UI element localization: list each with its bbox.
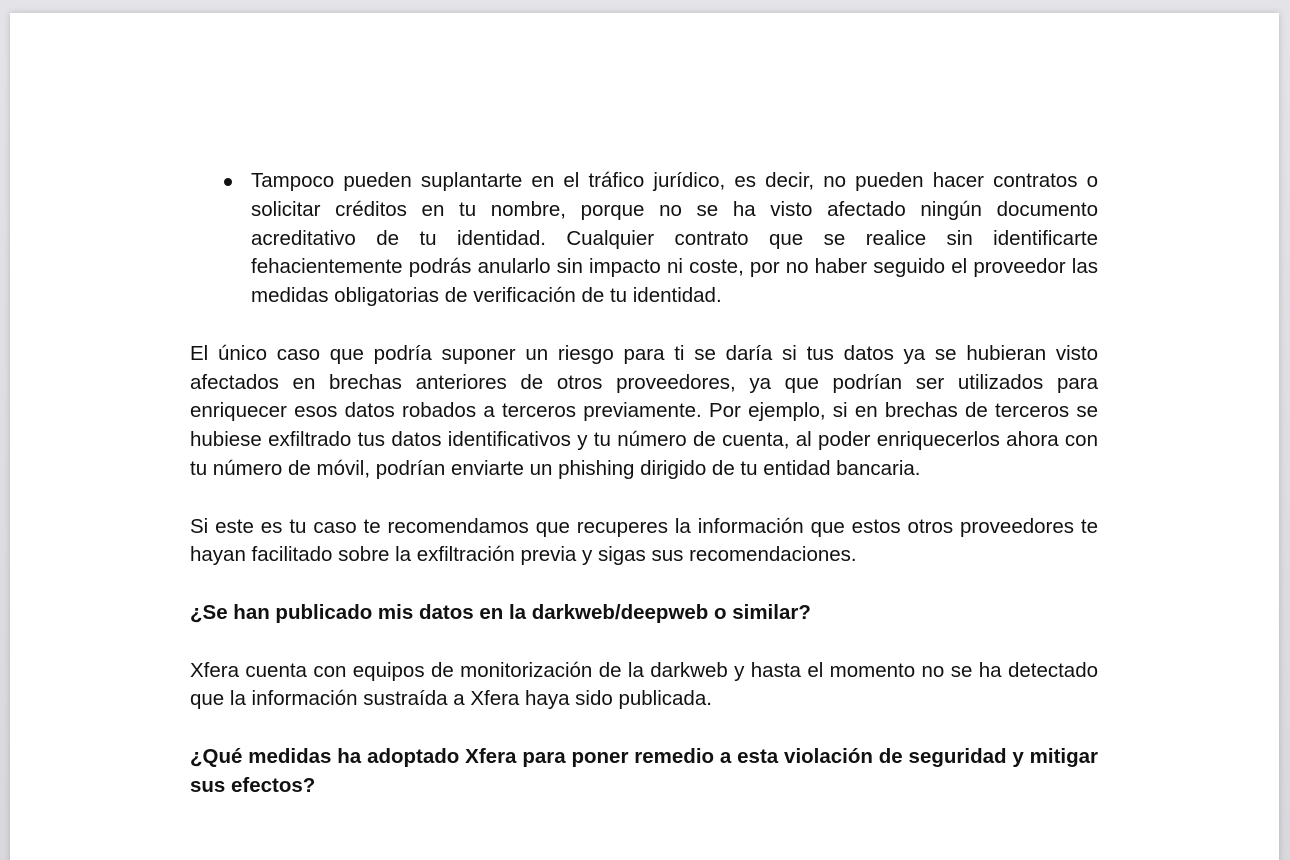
bullet-text: Tampoco pueden suplantarte en el tráfico jurídico, es decir, no pueden hacer contratos o solicitar créditos en tu nombre, porque no se ha visto afectado ningún documento acreditativo de tu identidad. Cualquier contrato que se realice sin identificarte fehacientemente podrás anularlo sin impacto ni coste, por no haber seguido el proveedor las medidas obligatorias de verificación de tu identidad. bbox=[251, 169, 1098, 308]
paragraph-monitoring: Xfera cuenta con equipos de monitorización de la darkweb y hasta el momento no se ha detectado que la información sustraída a Xfera haya sido publicada. bbox=[190, 658, 1098, 711]
heading-darkweb: ¿Se han publicado mis datos en la darkweb/deepweb o similar? bbox=[190, 600, 811, 624]
document-page bbox=[10, 13, 1279, 860]
page-content bbox=[190, 167, 1098, 801]
list-item bbox=[190, 167, 1098, 311]
paragraph-risk: El único caso que podría suponer un riesgo para ti se daría si tus datos ya se hubieran visto afectados en brechas anteriores de otros proveedores, ya que podrían ser utilizados para enriquecer esos datos robados a terceros previamente. Por ejemplo, si en brechas de terceros se hubiese exfiltrado tus datos identificativos y tu número de cuenta, al poder enriquecerlos ahora con tu número de móvil, podrían enviarte un phishing dirigido de tu entidad bancaria. bbox=[190, 341, 1098, 480]
bullet-list bbox=[190, 167, 1098, 311]
bullet-icon bbox=[224, 178, 232, 186]
paragraph-recommendation: Si este es tu caso te recomendamos que recuperes la información que estos otros proveedores te hayan facilitado sobre la exfiltración previa y sigas sus recomendaciones. bbox=[190, 514, 1098, 567]
heading-measures: ¿Qué medidas ha adoptado Xfera para poner remedio a esta violación de seguridad y mitigar sus efectos? bbox=[190, 744, 1098, 797]
